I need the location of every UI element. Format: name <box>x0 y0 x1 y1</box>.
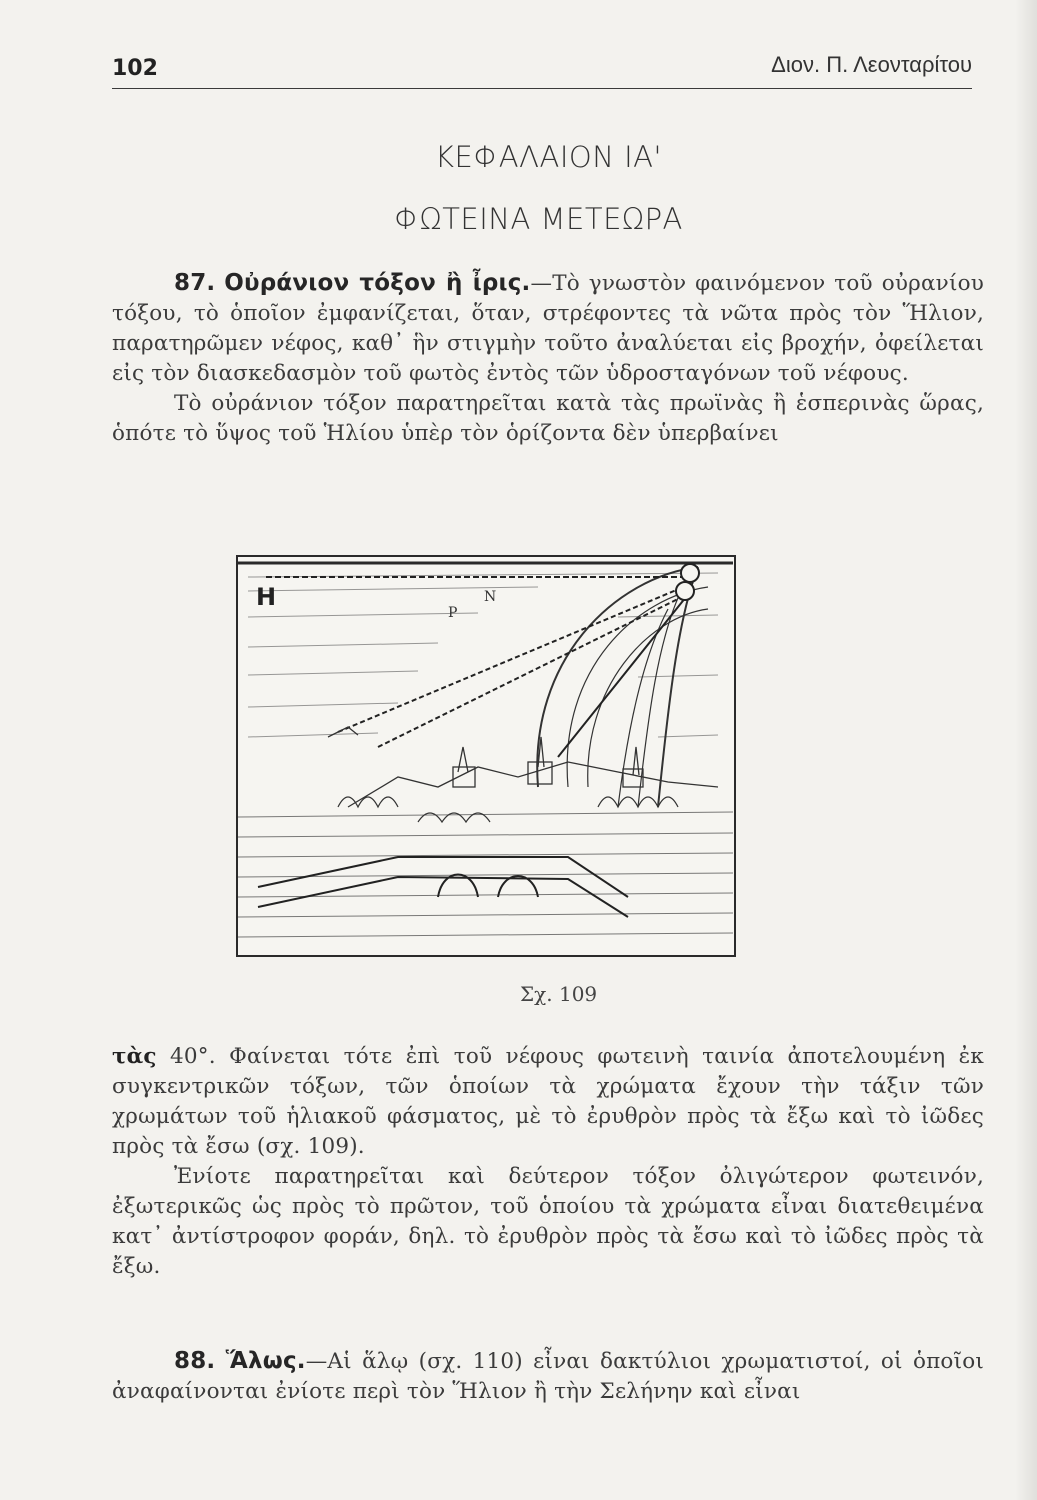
paragraph-text: Αἱ ἅλῳ (σχ. 110) εἶναι δακτύλιοι χρωματιστοί, οἱ ὁποῖοι ἀναφαίνονται ἐνίοτε περὶ τὸν Ἥλιον ἢ τὴν Σελήνην καὶ εἶναι <box>112 1349 984 1404</box>
page-header <box>112 48 972 89</box>
paragraph-lead-word: τὰς <box>112 1044 157 1069</box>
paragraph: Ἐνίοτε παρατηρεῖται καὶ δεύτερον τόξον ὀλιγώτερον φωτεινόν, ἐξωτερικῶς ὡς πρὸς τὸ πρῶτον, τοῦ ὁποίου τὰ χρώματα εἶναι διατεθειμένα κατ᾿ ἀντίστροφον φοράν, δηλ. τὸ ἐρυθρὸν πρὸς τὰ ἔσω καὶ τὸ ἰῶδες πρὸς τὰ ἔξω. <box>112 1164 984 1279</box>
sun-label: Η <box>256 583 277 611</box>
section-title: Οὐράνιον τόξον ἢ ἶρις. <box>224 270 531 296</box>
section-number: 88. <box>174 1348 216 1374</box>
section-dash: — <box>530 271 553 296</box>
raindrops <box>676 564 699 600</box>
paragraph <box>112 268 984 389</box>
chapter-number: ΚΕΦΑΛΑΙΟΝ ΙΑ' <box>435 140 662 174</box>
chapter-title: ΦΩΤΕΙΝΑ ΜΕΤΕΩΡΑ <box>394 202 683 236</box>
paragraph: Τὸ οὐράνιον τόξον παρατηρεῖται κατὰ τὰς πρωϊνὰς ἢ ἑσπερινὰς ὥρας, ὁπότε τὸ ὕψος τοῦ Ἡλίου ὑπὲρ τὸν ὁρίζοντα δὲν ὑπερβαίνει <box>112 391 984 446</box>
section-dash: — <box>305 1349 328 1374</box>
paragraph-text: 40°. Φαίνεται τότε ἐπὶ τοῦ νέφους φωτεινὴ ταινία ἀποτελουμένη ἐκ συγκεντρικῶν τόξων, τῶν ὁποίων τὰ χρώματα ἔχουν τὴν τάξιν τῶν χρωμάτων τοῦ ἡλιακοῦ φάσματος, μὲ τὸ ἐρυθρὸν πρὸς τὰ ἔξω καὶ τὸ ἰῶδες πρὸς τὰ ἔσω (σχ. 109). <box>112 1044 984 1159</box>
section-87-opening <box>112 268 984 449</box>
section-87-continued <box>112 1042 984 1282</box>
running-head: Διον. Π. Λεονταρίτου <box>771 52 972 77</box>
section-title: Ἅλως. <box>225 1348 306 1374</box>
light-rays <box>266 577 693 757</box>
section-88 <box>112 1346 984 1407</box>
rainbow-figure <box>236 555 736 957</box>
paragraph-text: Τὸ γνωστὸν φαινόμενον τοῦ οὐρανίου τόξου, τὸ ὁποῖον ἐμφανίζεται, ὅταν, στρέφοντες τὰ νῶτα πρὸς τὸν Ἥλιον, παρατηρῶμεν νέφος, καθ᾿ ἣν στιγμὴν τοῦτο ἀναλύεται εἰς βροχήν, ὀφείλεται εἰς τὸν διασκεδασμὸν τοῦ φωτὸς ἐντὸς τῶν ὑδροσταγόνων τοῦ νέφους. <box>112 271 984 386</box>
section-number: 87. <box>174 270 216 296</box>
ray-label-n: Ν <box>484 589 497 605</box>
paragraph <box>112 1042 984 1162</box>
bridge <box>258 857 628 917</box>
ray-label-r: Ρ <box>448 605 458 621</box>
rainbow-illustration <box>238 557 733 954</box>
figure-caption: Σχ. 109 <box>520 982 598 1006</box>
paragraph <box>112 1346 984 1407</box>
sky-hatching <box>248 573 718 737</box>
trees <box>338 797 678 822</box>
page-number: 102 <box>112 56 158 81</box>
